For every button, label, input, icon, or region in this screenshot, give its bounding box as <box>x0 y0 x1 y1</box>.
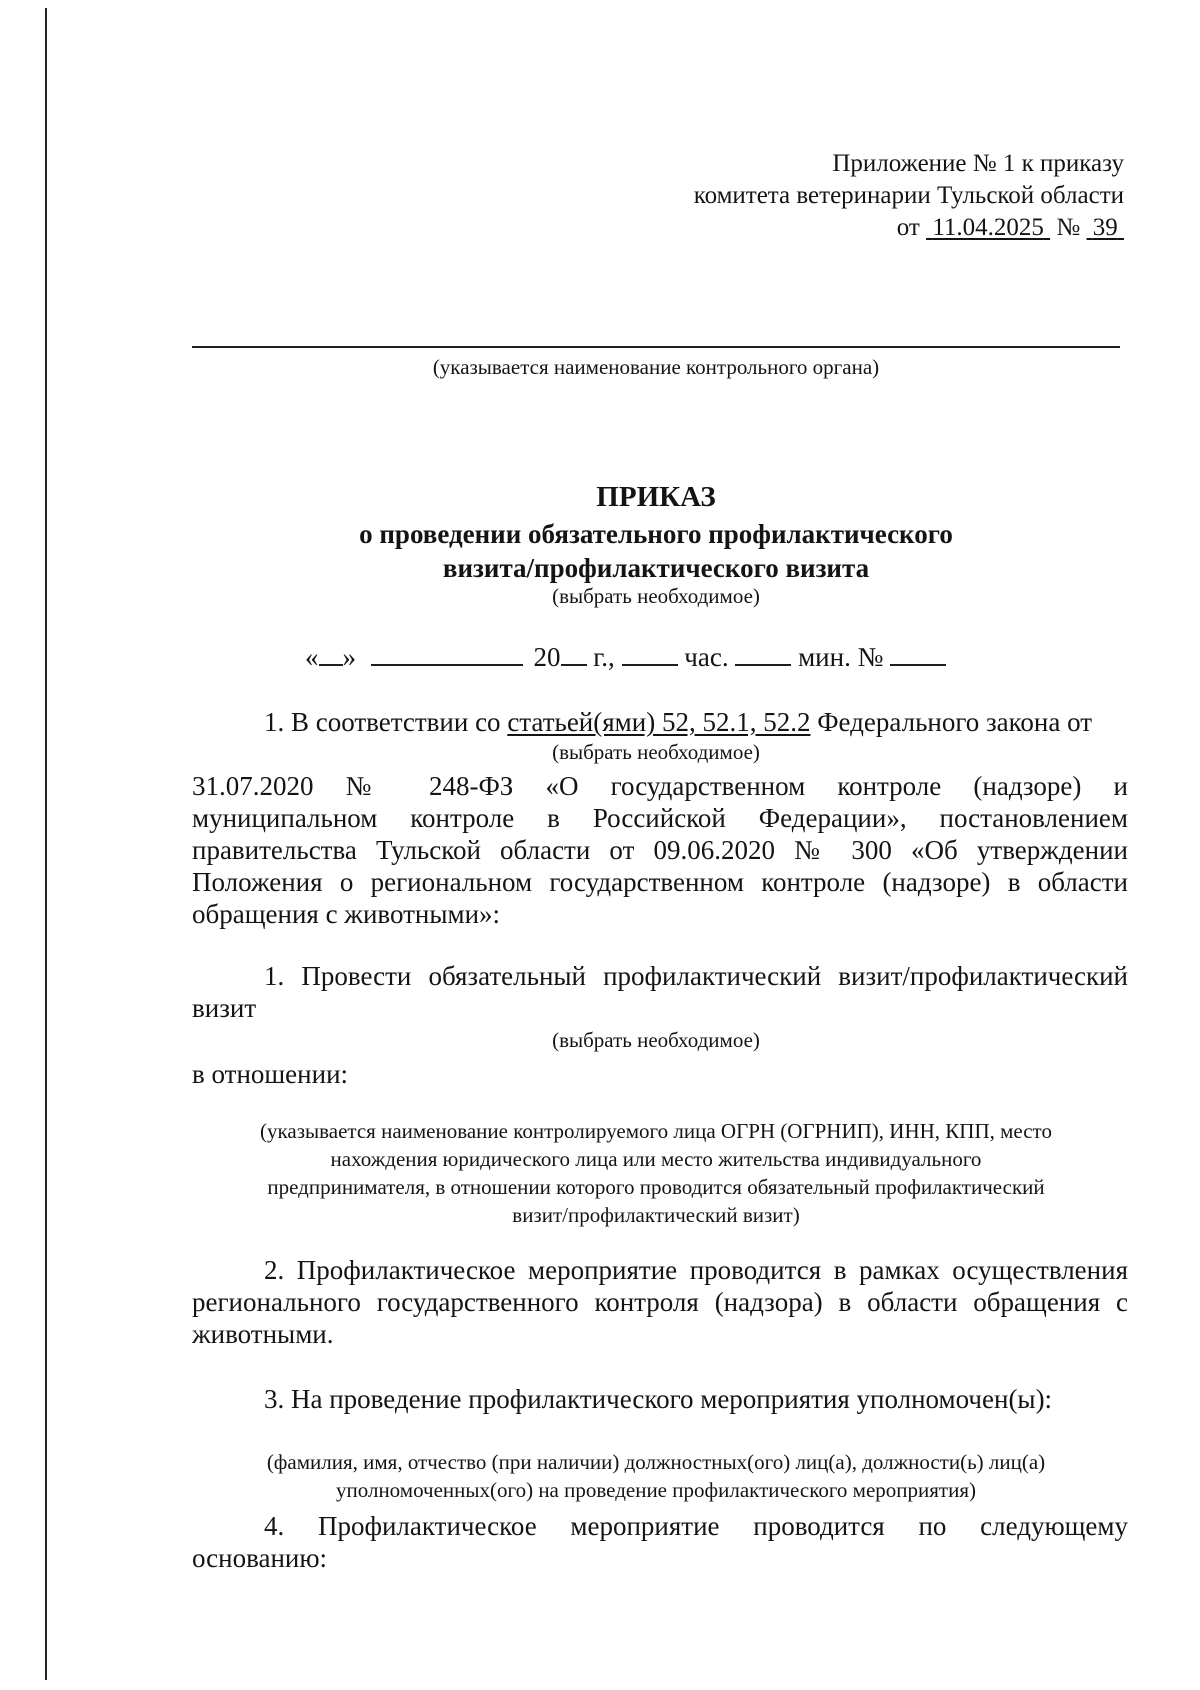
item3-line-1: 3. На проведение профилактического мероприятия уполномочен(ы): <box>264 1384 1053 1414</box>
order-date-line <box>897 212 1124 244</box>
item4-line-2: основанию: <box>192 1543 328 1573</box>
subject-hint-1: (указывается наименование контролируемого лица ОГРН (ОГРНИП), ИНН, КПП, место <box>260 1119 1052 1143</box>
item1-line-2: визит <box>192 993 257 1023</box>
subject-hint-4: визит/профилактический визит) <box>512 1203 800 1227</box>
item2-line-3: животными. <box>192 1319 334 1349</box>
document-title: ПРИКАЗ <box>596 481 716 513</box>
item2-line-1: 2. Профилактическое мероприятие проводится в рамках осуществления <box>264 1255 1128 1285</box>
item3-hint-1: (фамилия, имя, отчество (при наличии) должностных(ого) лиц(а), должности(ь) лиц(а) <box>266 1450 1046 1474</box>
control-body-hint: (указывается наименование контрольного органа) <box>432 355 880 379</box>
order-date: 11.04.2025 <box>932 214 1044 241</box>
item1-line-3: в отношении: <box>192 1059 349 1089</box>
date-time-line: « » 20 г., час. мин. № <box>305 638 946 673</box>
title-line-2: о проведении обязательного профилактического <box>359 519 953 549</box>
intro-line-5: Положения о региональном государственном контроле (надзоре) в области <box>192 867 1128 897</box>
intro-hint: (выбрать необходимое) <box>552 740 760 764</box>
intro-line-4: правительства Тульской области от 09.06.2020 № 300 «Об утверждении <box>192 835 1128 865</box>
subject-hint-2: нахождения юридического лица или место жительства индивидуального <box>330 1147 982 1171</box>
committee-line: комитета ветеринарии Тульской области <box>693 182 1124 209</box>
subject-hint-3: предпринимателя, в отношении которого проводится обязательный профилактический <box>267 1175 1045 1199</box>
number-prefix: № <box>1056 214 1081 241</box>
intro-line-1: 1. В соответствии со статьей(ями) 52, 52.1, 52.2 Федерального закона от <box>264 707 1093 737</box>
item2-line-2: регионального государственного контроля (надзора) в области обращения с <box>192 1287 1128 1317</box>
control-body-underline <box>192 346 1120 348</box>
appendix-line: Приложение № 1 к приказу <box>832 150 1124 177</box>
intro-line-3: муниципальном контроле в Российской Федерации», постановлением <box>192 803 1128 833</box>
item3-hint-2: уполномоченных(ого) на проведение профилактического мероприятия) <box>336 1478 976 1502</box>
item1-hint: (выбрать необходимое) <box>552 1028 760 1052</box>
item1-line-1: 1. Провести обязательный профилактический визит/профилактический <box>264 961 1128 991</box>
title-line-3: визита/профилактического визита <box>442 553 870 583</box>
intro-line-6: обращения с животными»: <box>192 899 501 929</box>
title-hint: (выбрать необходимое) <box>552 584 760 608</box>
order-number: 39 <box>1092 214 1118 241</box>
intro-line-2: 31.07.2020 № 248-ФЗ «О государственном контроле (надзоре) и <box>192 771 1128 801</box>
item4-line-1: 4. Профилактическое мероприятие проводится по следующему <box>264 1511 1128 1541</box>
scan-edge-line <box>45 8 47 1680</box>
articles-reference: статьей(ями) 52, 52.1, 52.2 <box>507 707 811 737</box>
from-prefix: от <box>896 214 920 241</box>
